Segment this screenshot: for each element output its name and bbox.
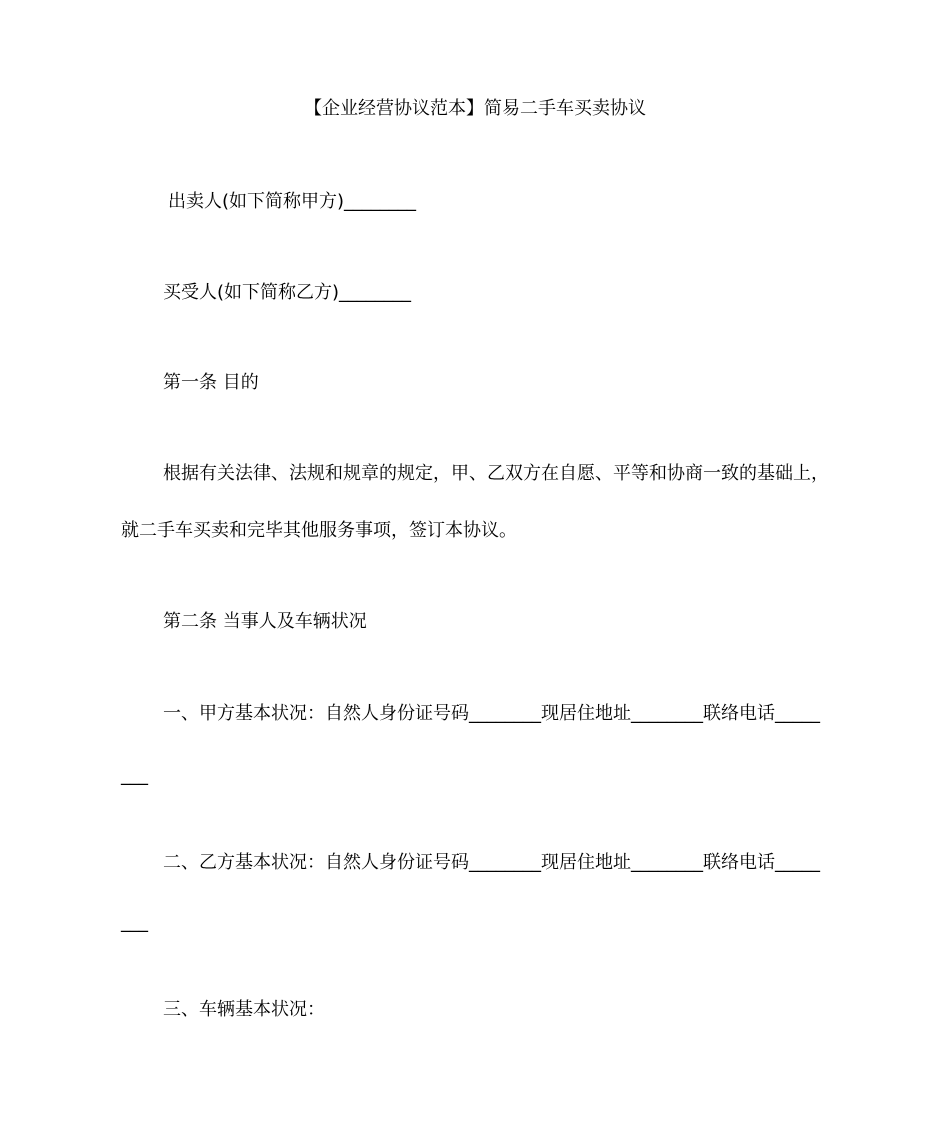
article2-heading: 第二条 当事人及车辆状况 [163,611,367,632]
vehicle-info-heading: 三、车辆基本状况： [163,999,325,1020]
seller-line: 出卖人(如下简称甲方)________ [168,191,417,212]
party-a-info-line1: 一、甲方基本状况：自然人身份证号码________现居住地址________联络电话_____ [163,703,820,724]
party-a-info-line2: ___ [121,765,148,786]
article1-text-line2: 就二手车买卖和完毕其他服务事项，签订本协议。 [121,520,517,541]
article1-heading: 第一条 目的 [163,372,259,393]
party-b-info-line1: 二、乙方基本状况：自然人身份证号码________现居住地址________联络电话_____ [163,852,820,873]
buyer-line: 买受人(如下简称乙方)________ [163,282,412,303]
article1-text-line1: 根据有关法律、法规和规章的规定，甲、乙双方在自愿、平等和协商一致的基础上， [163,463,829,484]
party-b-info-line2: ___ [121,912,148,933]
document-title: 【企业经营协议范本】简易二手车买卖协议 [304,98,646,119]
